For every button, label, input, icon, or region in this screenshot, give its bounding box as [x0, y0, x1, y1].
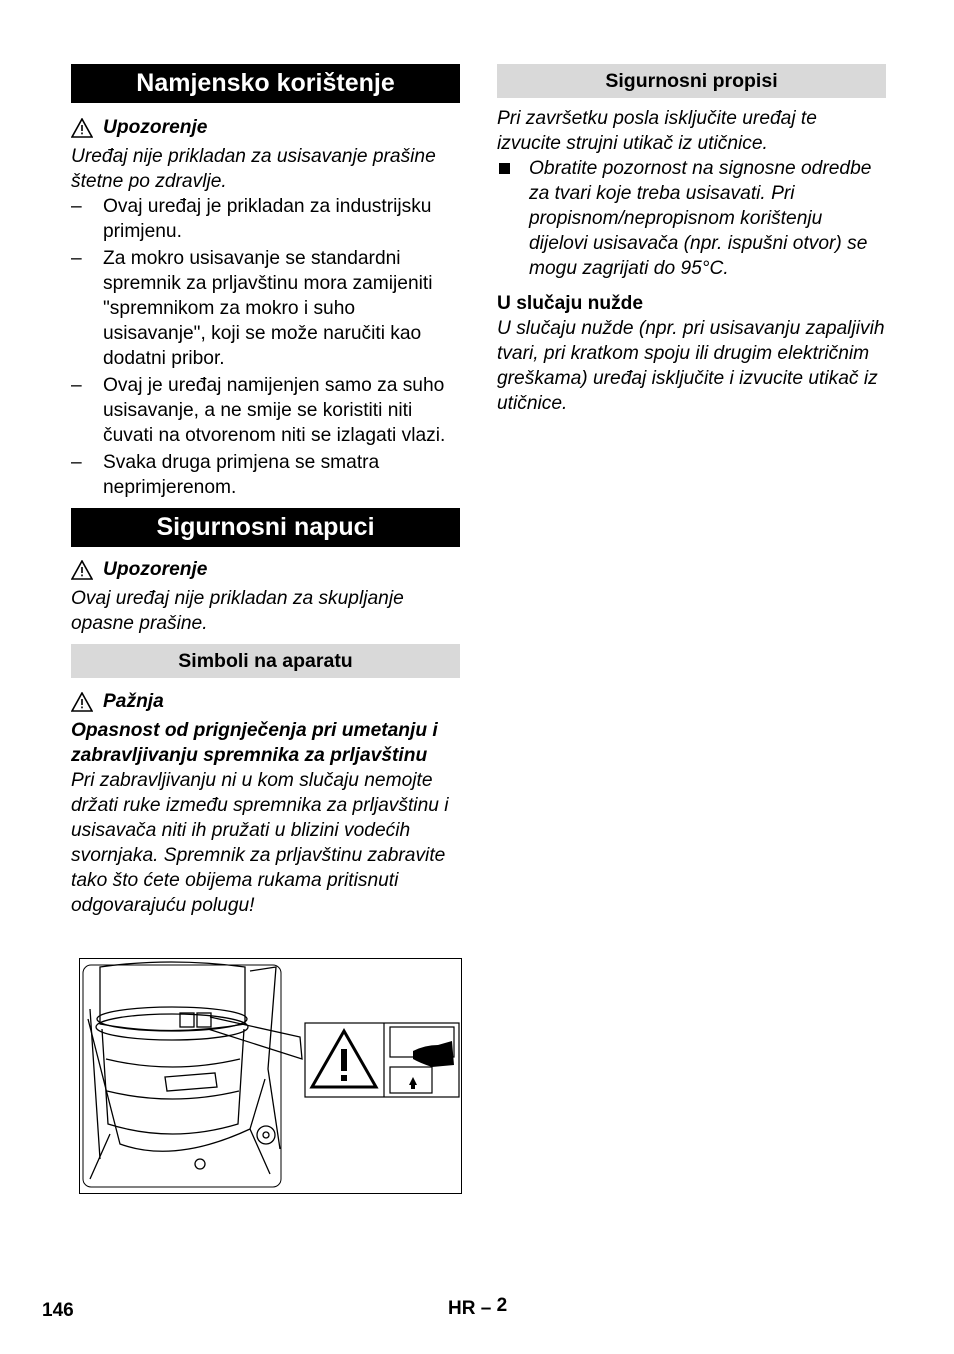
warning-triangle-icon — [71, 560, 93, 580]
list-item: – Ovaj uređaj je prikladan za industrijsku primjenu. — [71, 196, 432, 242]
warning-label-1: Upozorenje — [71, 115, 460, 140]
warning-label-2: Upozorenje — [71, 557, 460, 582]
heading-safety-regulations: Sigurnosni propisi — [497, 64, 886, 98]
list-item: – Ovaj je uređaj namijenjen samo za suho usisavanje, a ne smije se koristiti niti čuvati na otvorenom niti se izlagati vlazi. — [71, 375, 446, 446]
emergency-title: U slučaju nužde — [497, 293, 644, 314]
warning-text-1: Uređaj nije prikladan za usisavanje prašine štetne po zdravlje. — [71, 146, 436, 192]
usage-list — [71, 194, 460, 500]
safety-intro: Pri završetku posla isključite uređaj te izvucite strujni utikač iz utičnice. — [497, 108, 817, 154]
heading-intended-use: Namjensko korištenje — [71, 64, 460, 103]
right-column — [497, 64, 886, 416]
list-item: – Za mokro usisavanje se standardni spremnik za prljavštinu mora zamijeniti "spremnikom za mokro i suho usisavanje", koji se može naručiti kao dodatni pribor. — [71, 248, 433, 369]
caution-text: Pri zabravljivanju ni u kom slučaju nemojte držati ruke između spremnika za prljavštinu i usisavača niti ih pružati u blizini vodećih svornjaka. Spremnik za prljavštinu zabravite tako što ćete obijema rukama pritisnuti odgovarajuću polugu! — [71, 770, 449, 916]
warning-triangle-icon — [71, 118, 93, 138]
square-bullet-icon — [499, 163, 510, 174]
list-item: Obratite pozornost na signosne odredbe za tvari koje treba usisavati. Pri propisnom/nepropisnom korištenju dijelovi usisavača (npr. ispušni otvor) se mogu zagrijati do 95°C. — [497, 156, 886, 281]
vacuum-drawing — [80, 959, 461, 1193]
caution-title: Opasnost od prignječenja pri umetanju i zabravljivanju spremnika za prljavštinu — [71, 720, 438, 766]
emergency-text: U slučaju nužde (npr. pri usisavanju zapaljivih tvari, pri kratkom spoju ili drugim električnim greškama) uređaj isključite i izvucite utikač iz utičnice. — [497, 318, 885, 414]
left-column — [71, 64, 460, 918]
caution-label: Pažnja — [71, 689, 460, 714]
subheading-symbols: Simboli na aparatu — [71, 644, 460, 678]
heading-safety-notes: Sigurnosni napuci — [71, 508, 460, 547]
vacuum-crush-hazard-illustration — [79, 958, 462, 1194]
footer-language: HR – 2 — [448, 1295, 508, 1319]
warning-text-2: Ovaj uređaj nije prikladan za skupljanje opasne prašine. — [71, 588, 404, 634]
list-item: – Svaka druga primjena se smatra neprimjerenom. — [71, 452, 380, 498]
page-number: 146 — [42, 1300, 74, 1321]
warning-triangle-icon — [71, 692, 93, 712]
